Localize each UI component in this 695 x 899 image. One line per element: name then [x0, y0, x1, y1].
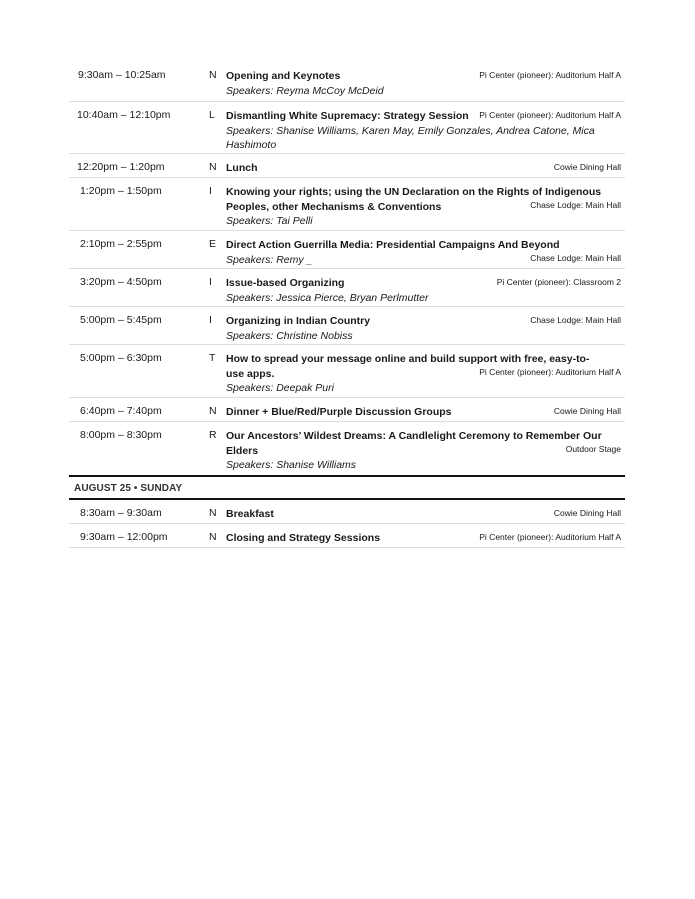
session-track-code: I [209, 276, 212, 288]
session-speakers: Speakers: Reyma McCoy McDeid [226, 84, 384, 97]
day-header [69, 475, 625, 500]
session-speakers: Speakers: Deepak Puri [226, 382, 334, 394]
session-track-code: E [209, 238, 217, 250]
session-speakers: Speakers: Shanise Williams [226, 459, 357, 471]
session-row [69, 102, 625, 154]
session-track-code: T [209, 352, 216, 364]
session-track-code: N [209, 531, 217, 543]
session-title: Breakfast [226, 508, 274, 520]
session-speakers: Speakers: Christine Nobiss [226, 329, 353, 342]
session-title: How to spread your message online and build support with free, easy-to-use apps. [226, 353, 590, 380]
session-track-code: I [209, 314, 212, 326]
session-title: Dinner + Blue/Red/Purple Discussion Groups [226, 406, 452, 418]
session-row [69, 345, 625, 398]
session-row [69, 398, 625, 422]
session-time: 9:30am – 12:00pm [80, 531, 168, 543]
session-title: Knowing your rights; using the UN Declaration on the Rights of Indigenous Peoples, other Mechanisms & Conventions [226, 186, 602, 213]
session-row [69, 422, 625, 475]
session-location: Cowie Dining Hall [553, 406, 621, 416]
session-track-code: I [209, 185, 212, 197]
session-location: Pi Center (pioneer): Auditorium Half A [479, 70, 621, 80]
session-location: Chase Lodge: Main Hall [530, 315, 621, 325]
session-row [69, 62, 625, 102]
session-time: 2:10pm – 2:55pm [80, 238, 162, 250]
session-title: Issue-based Organizing [226, 277, 345, 289]
session-time: 6:40pm – 7:40pm [80, 405, 162, 417]
session-time: 10:40am – 12:10pm [77, 109, 171, 121]
session-speakers: Speakers: Shanise Williams, Karen May, Emily Gonzales, Andrea Catone, Mica Hashimoto [226, 124, 595, 151]
session-track-code: N [209, 405, 217, 417]
session-speakers: Speakers: Jessica Pierce, Bryan Perlmutter [226, 291, 429, 304]
session-row [69, 231, 625, 269]
session-row [69, 307, 625, 345]
session-location: Pi Center (pioneer): Auditorium Half A [479, 532, 621, 542]
session-title: Closing and Strategy Sessions [226, 532, 381, 544]
session-location: Chase Lodge: Main Hall [530, 253, 621, 263]
session-title: Dismantling White Supremacy: Strategy Session [226, 110, 469, 122]
session-title: Direct Action Guerrilla Media: Presidential Campaigns And Beyond [226, 239, 560, 251]
session-location: Cowie Dining Hall [553, 508, 621, 518]
session-row [69, 178, 625, 231]
session-location: Pi Center (pioneer): Classroom 2 [496, 277, 621, 287]
session-title: Our Ancestors’ Wildest Dreams: A Candlelight Ceremony to Remember Our Elders [226, 430, 602, 457]
session-row [69, 154, 625, 178]
session-speakers: Speakers: Tai Pelli [226, 215, 313, 227]
day-header-label: AUGUST 25 • SUNDAY [74, 483, 183, 494]
session-row [69, 269, 625, 307]
session-time: 8:00pm – 8:30pm [80, 429, 162, 441]
session-location: Cowie Dining Hall [553, 162, 621, 172]
session-track-code: N [209, 161, 217, 173]
session-time: 12:20pm – 1:20pm [77, 161, 165, 173]
session-row [69, 524, 625, 548]
session-track-code: R [209, 429, 217, 441]
schedule [69, 62, 625, 548]
session-row [69, 500, 625, 524]
session-location: Pi Center (pioneer): Auditorium Half A [479, 367, 621, 377]
session-location: Chase Lodge: Main Hall [530, 200, 621, 210]
session-track-code: L [209, 109, 215, 121]
session-title: Opening and Keynotes [226, 70, 341, 82]
session-title: Lunch [226, 162, 258, 174]
session-title: Organizing in Indian Country [226, 315, 371, 327]
session-location: Outdoor Stage [565, 444, 621, 454]
session-location: Pi Center (pioneer): Auditorium Half A [479, 110, 621, 120]
session-time: 5:00pm – 6:30pm [80, 352, 162, 364]
session-time: 5:00pm – 5:45pm [80, 314, 162, 326]
session-track-code: N [209, 507, 217, 519]
session-time: 3:20pm – 4:50pm [80, 276, 162, 288]
session-time: 1:20pm – 1:50pm [80, 185, 162, 197]
session-speakers: Speakers: Remy _ [226, 253, 313, 266]
session-time: 9:30am – 10:25am [78, 69, 166, 81]
session-track-code: N [209, 69, 217, 81]
session-time: 8:30am – 9:30am [80, 507, 162, 519]
session-body [226, 429, 622, 473]
